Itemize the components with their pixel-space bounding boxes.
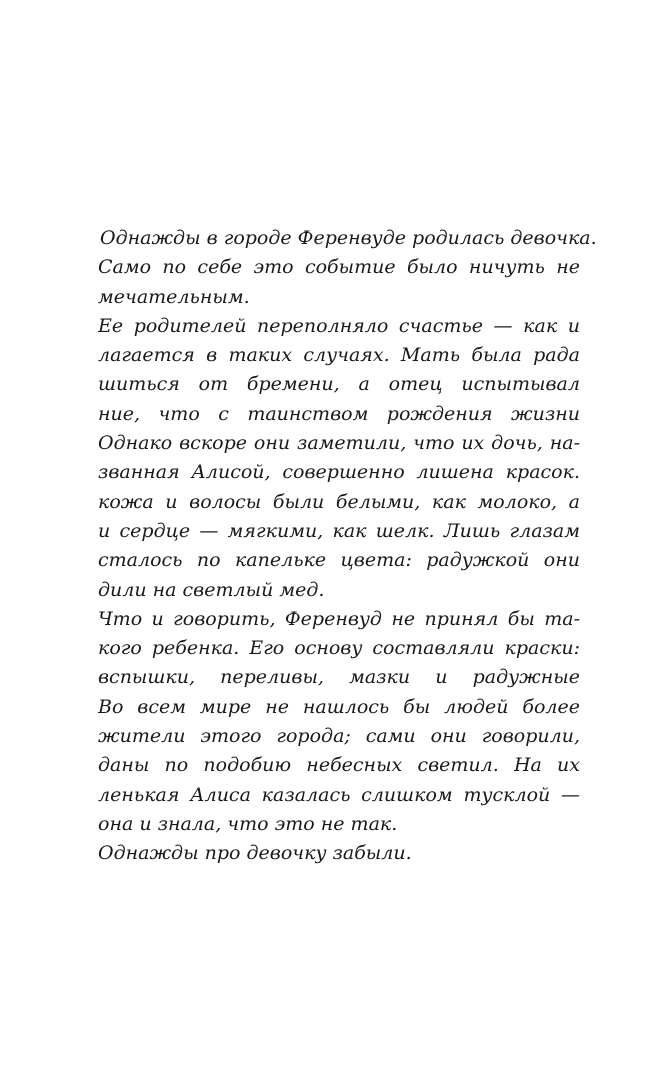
paragraph-4-line-3: вспышки, переливы, мазки и радужные	[98, 666, 580, 689]
page-text	[98, 224, 597, 869]
paragraph-4-line-6: даны по подобию небесных светил. На их	[98, 754, 580, 777]
paragraph-2-line-1: Само по себе это событие было ничуть не	[98, 256, 580, 279]
paragraph-2-line-2: мечательным.	[98, 285, 250, 308]
paragraph-3-line-7: кожа и волосы были белыми, как молоко, а	[98, 490, 580, 513]
paragraph-4-line-4: Во всем мире не нашлось бы людей более	[98, 695, 580, 718]
paragraph-4-line-7: ленькая Алиса казалась слишком тусклой —	[98, 783, 580, 806]
paragraph-3-line-10: дили на светлый мед.	[98, 578, 325, 601]
paragraph-4-line-1: Что и говорить, Ференвуд не принял бы та-	[98, 607, 580, 630]
paragraph-3-line-8: и сердце — мягкими, как шелк. Лишь глазам	[98, 519, 580, 542]
paragraph-5-line-1: Однажды про девочку забыли.	[98, 842, 412, 865]
paragraph-3-line-1: Ее родителей переполняло счастье — как и	[98, 314, 580, 337]
paragraph-3-line-2: лагается в таких случаях. Мать была рада	[98, 344, 580, 367]
paragraph-3-line-3: шиться от бремени, а отец испытывал	[98, 373, 580, 396]
paragraph-4-line-2: кого ребенка. Его основу составляли краски:	[98, 637, 580, 660]
paragraph-3-line-5: Однако вскоре они заметили, что их дочь, на-	[98, 432, 580, 455]
paragraph-3-line-6: званная Алисой, совершенно лишена красок.	[98, 461, 580, 484]
paragraph-4-line-8: она и знала, что это не так.	[98, 812, 398, 835]
paragraph-4-line-5: жители этого города; сами они говорили,	[98, 725, 580, 748]
paragraph-3-line-4: ние, что с таинством рождения жизни	[98, 402, 580, 425]
paragraph-1-line-1: Однажды в городе Ференвуде родилась девочка.	[100, 227, 597, 249]
paragraph-3-line-9: сталось по капельке цвета: радужкой они	[98, 549, 580, 572]
